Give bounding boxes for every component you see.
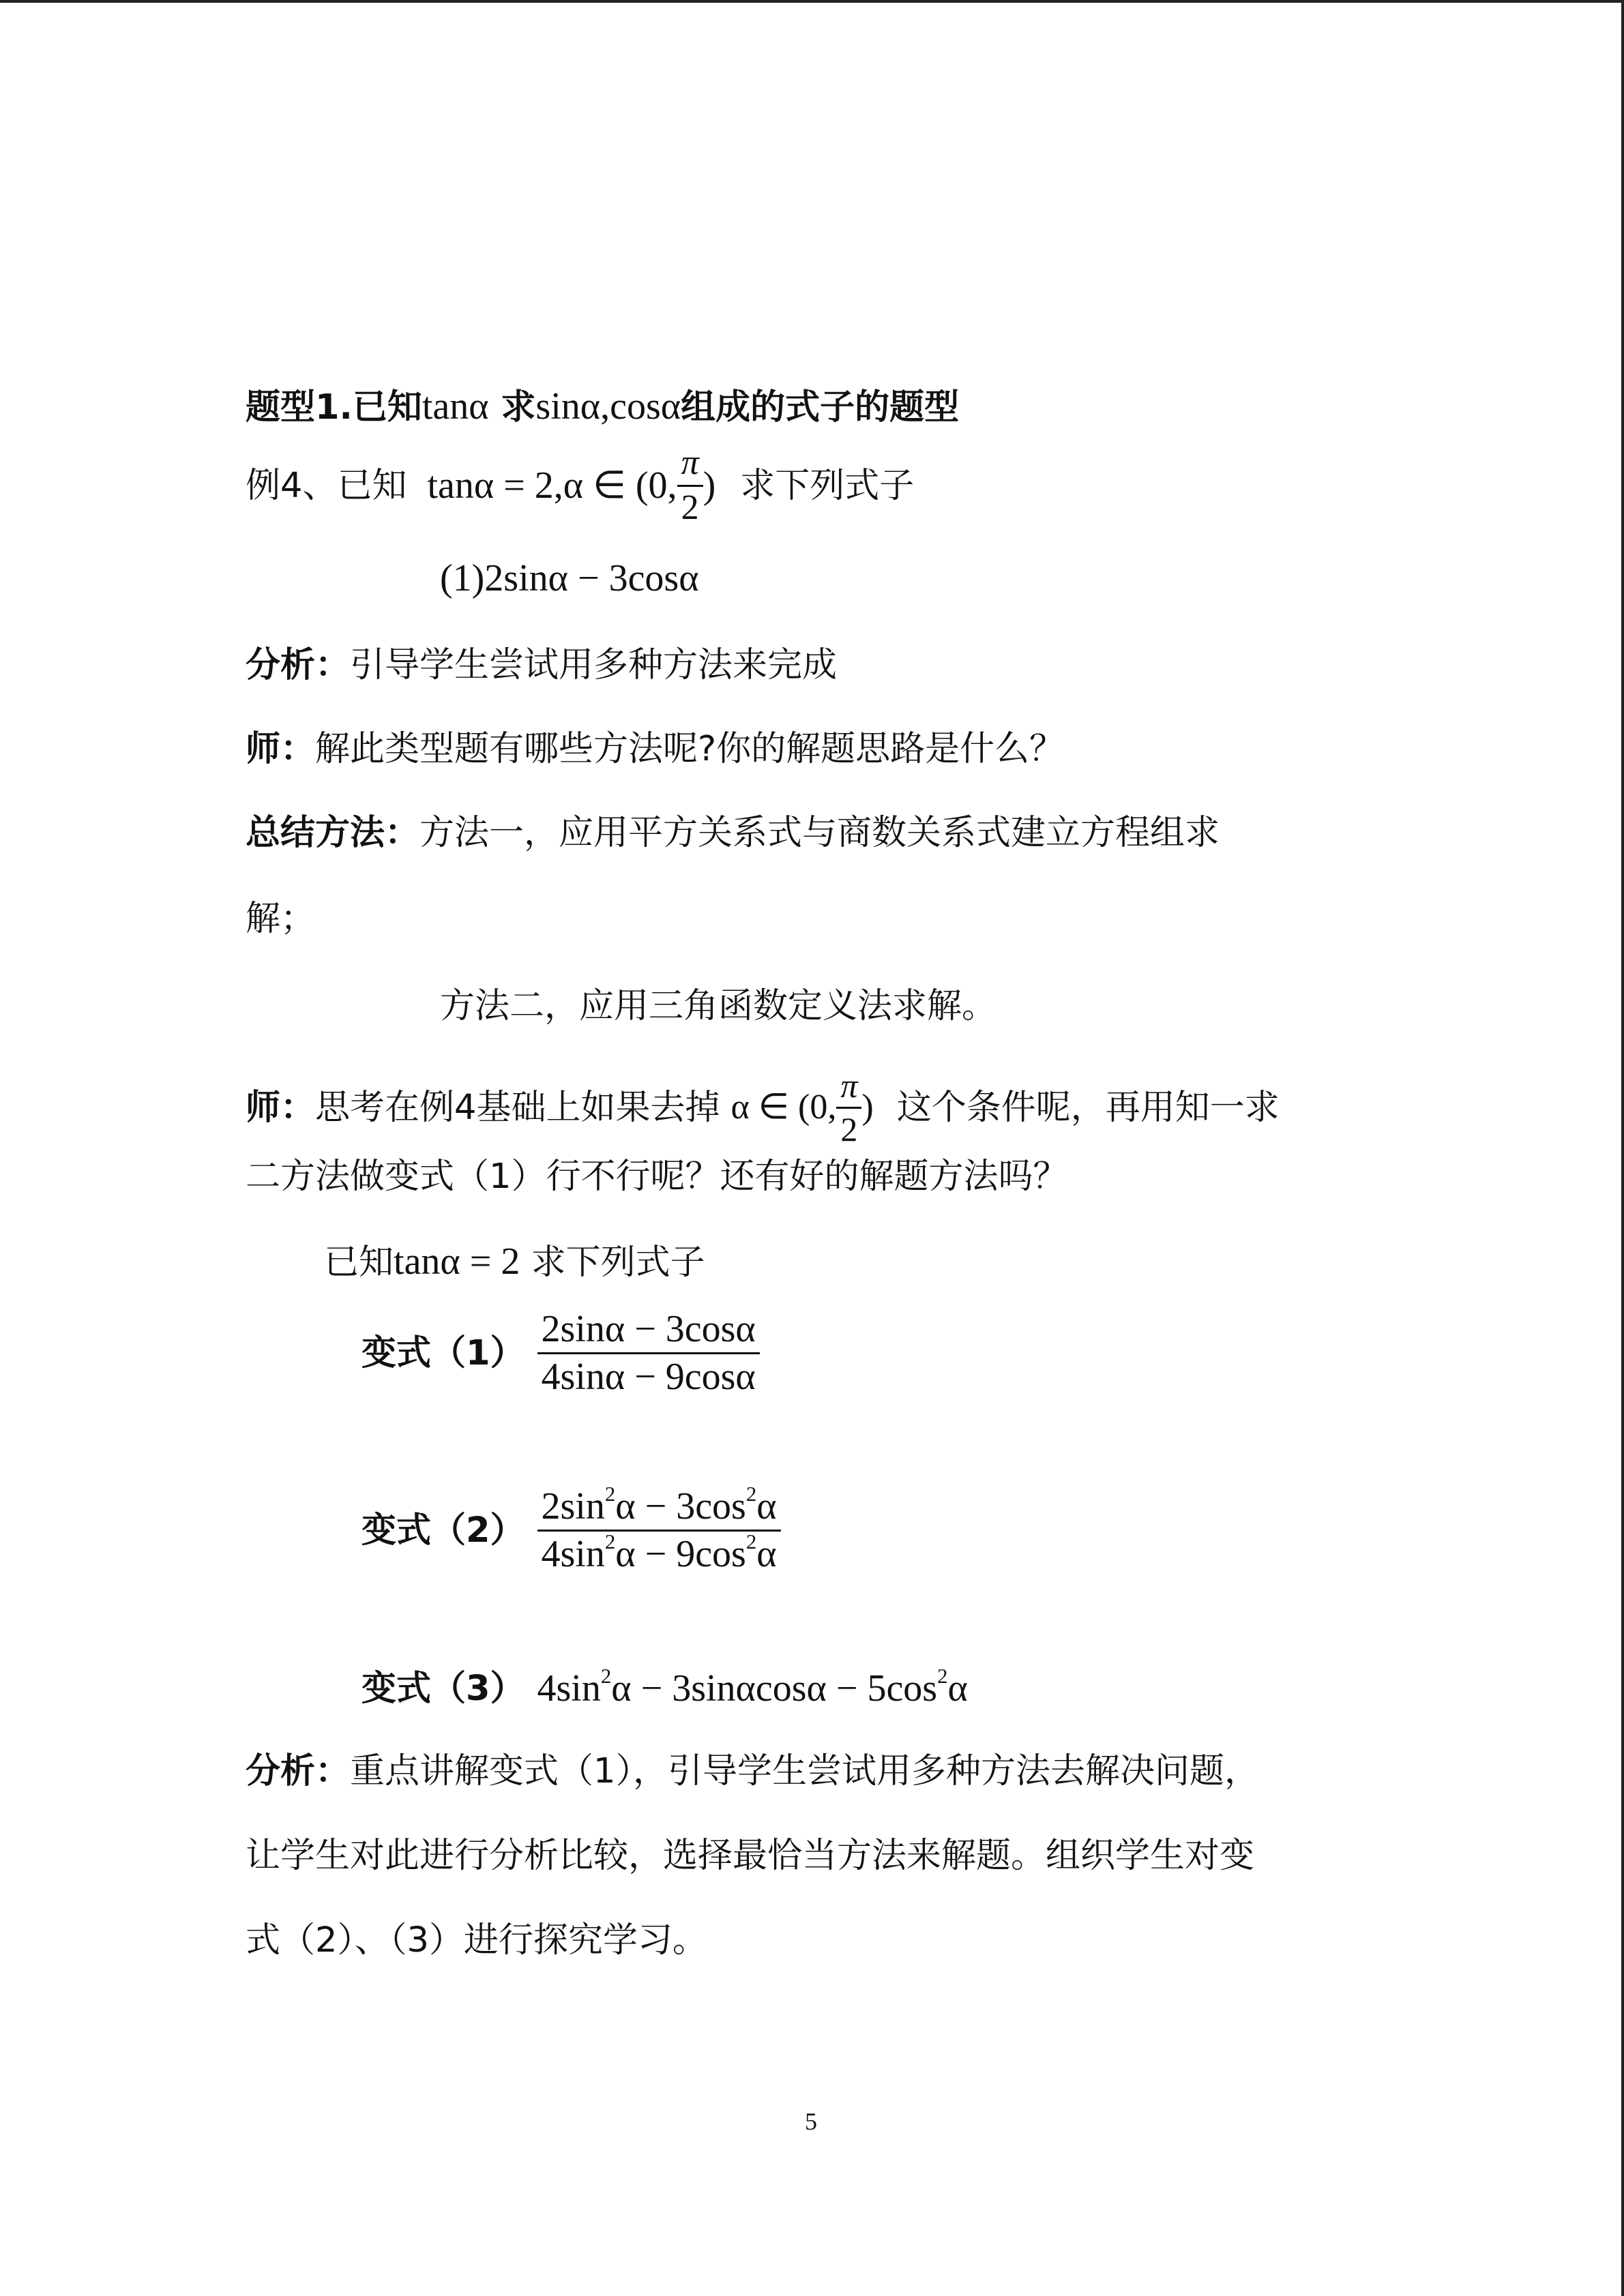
fraction-denominator: 4sinα − 9cosα [541, 1355, 756, 1398]
example-condition: tanα = 2,α ∈ (0, [427, 464, 677, 507]
interval-close: ) [861, 1088, 874, 1127]
fraction-numerator: π [677, 445, 703, 487]
analysis-label: 分析： [246, 645, 351, 685]
variant-1 [361, 1309, 760, 1397]
method-two-text: 方法二，应用三角函数定义法求解。 [440, 986, 997, 1026]
teacher-label: 师： [246, 729, 316, 769]
teacher-text-a: 思考在例4基础上如果去掉 [315, 1087, 720, 1128]
summary-methods [246, 813, 1220, 853]
title-sincos: sinα,cosα [535, 385, 681, 428]
teacher-text-b: 这个条件呢，再用知一求 [896, 1087, 1280, 1128]
variant-1-fraction [537, 1309, 760, 1397]
item-1-expression: (1)2sinα − 3cosα [440, 557, 699, 599]
fraction-denominator: $4\sin^2\alpha - 9\cos^2\alpha$ [541, 1530, 777, 1575]
example-ask: 求下列式子 [740, 465, 915, 506]
section-title [246, 387, 959, 426]
analysis-text-line-2: 让学生对此进行分析比较，选择最恰当方法来解题。组织学生对变 [246, 1836, 1255, 1876]
variant-label: 变式（2） [361, 1510, 525, 1551]
teacher-label: 师： [246, 1087, 316, 1128]
fraction-denominator: 2 [840, 1109, 858, 1148]
variant-3 [361, 1664, 968, 1710]
example-4-line [246, 445, 914, 526]
example-label: 例4、已知 [246, 465, 407, 506]
analysis-text-line-1: 重点讲解变式（1），引导学生尝试用多种方法去解决问题， [350, 1751, 1259, 1791]
teacher-question-2-line-2: 二方法做变式（1）行不行呢？还有好的解题方法吗？ [246, 1157, 1068, 1197]
given-condition [324, 1242, 705, 1281]
page-number: 5 [805, 2108, 817, 2135]
fraction-numerator: π [836, 1068, 861, 1109]
given-expression: tanα = 2 [394, 1240, 520, 1283]
given-suffix: 求下列式子 [531, 1242, 705, 1283]
teacher-question-1 [246, 729, 1065, 769]
top-border [0, 0, 1624, 3]
analysis-text: 引导学生尝试用多种方法来完成 [350, 645, 838, 685]
title-ask: 求 [501, 387, 536, 428]
title-tan: tanα [422, 385, 489, 428]
teacher-question-2 [246, 1068, 1280, 1147]
variant-3-expression: $4\sin^2\alpha - 3\sin\alpha\cos\alpha - 5\cos^2\alpha$ [537, 1664, 968, 1710]
variant-2 [361, 1482, 781, 1575]
title-prefix: 题型1.已知 [246, 387, 422, 428]
teacher-text: 解此类型题有哪些方法呢?你的解题思路是什么？ [315, 729, 1065, 769]
summary-label: 总结方法： [246, 813, 420, 853]
interval-close: ) [703, 464, 716, 507]
method-one-continuation: 解； [246, 899, 316, 939]
method-one-text: 方法一，应用平方关系式与商数关系式建立方程组求 [419, 813, 1220, 853]
variant-label: 变式（3） [361, 1668, 525, 1709]
variant-2-fraction [537, 1482, 781, 1575]
pi-over-2-fraction [677, 445, 703, 526]
analysis-label: 分析： [246, 1751, 351, 1791]
analysis-1 [246, 645, 838, 685]
analysis-text-line-3: 式（2）、（3）进行探究学习。 [246, 1920, 707, 1960]
fraction-denominator: 2 [681, 488, 699, 527]
right-border [1621, 0, 1624, 2296]
pi-over-2-fraction [836, 1068, 861, 1147]
given-prefix: 已知 [324, 1242, 394, 1283]
fraction-numerator: 2sinα − 3cosα [537, 1309, 760, 1354]
variant-label: 变式（1） [361, 1332, 525, 1373]
interval-expression: α ∈ (0, [730, 1088, 837, 1127]
analysis-2 [246, 1751, 1259, 1791]
fraction-numerator: $2\sin^2\alpha - 3\cos^2\alpha$ [537, 1487, 781, 1532]
title-suffix: 组成的式子的题型 [681, 387, 960, 428]
